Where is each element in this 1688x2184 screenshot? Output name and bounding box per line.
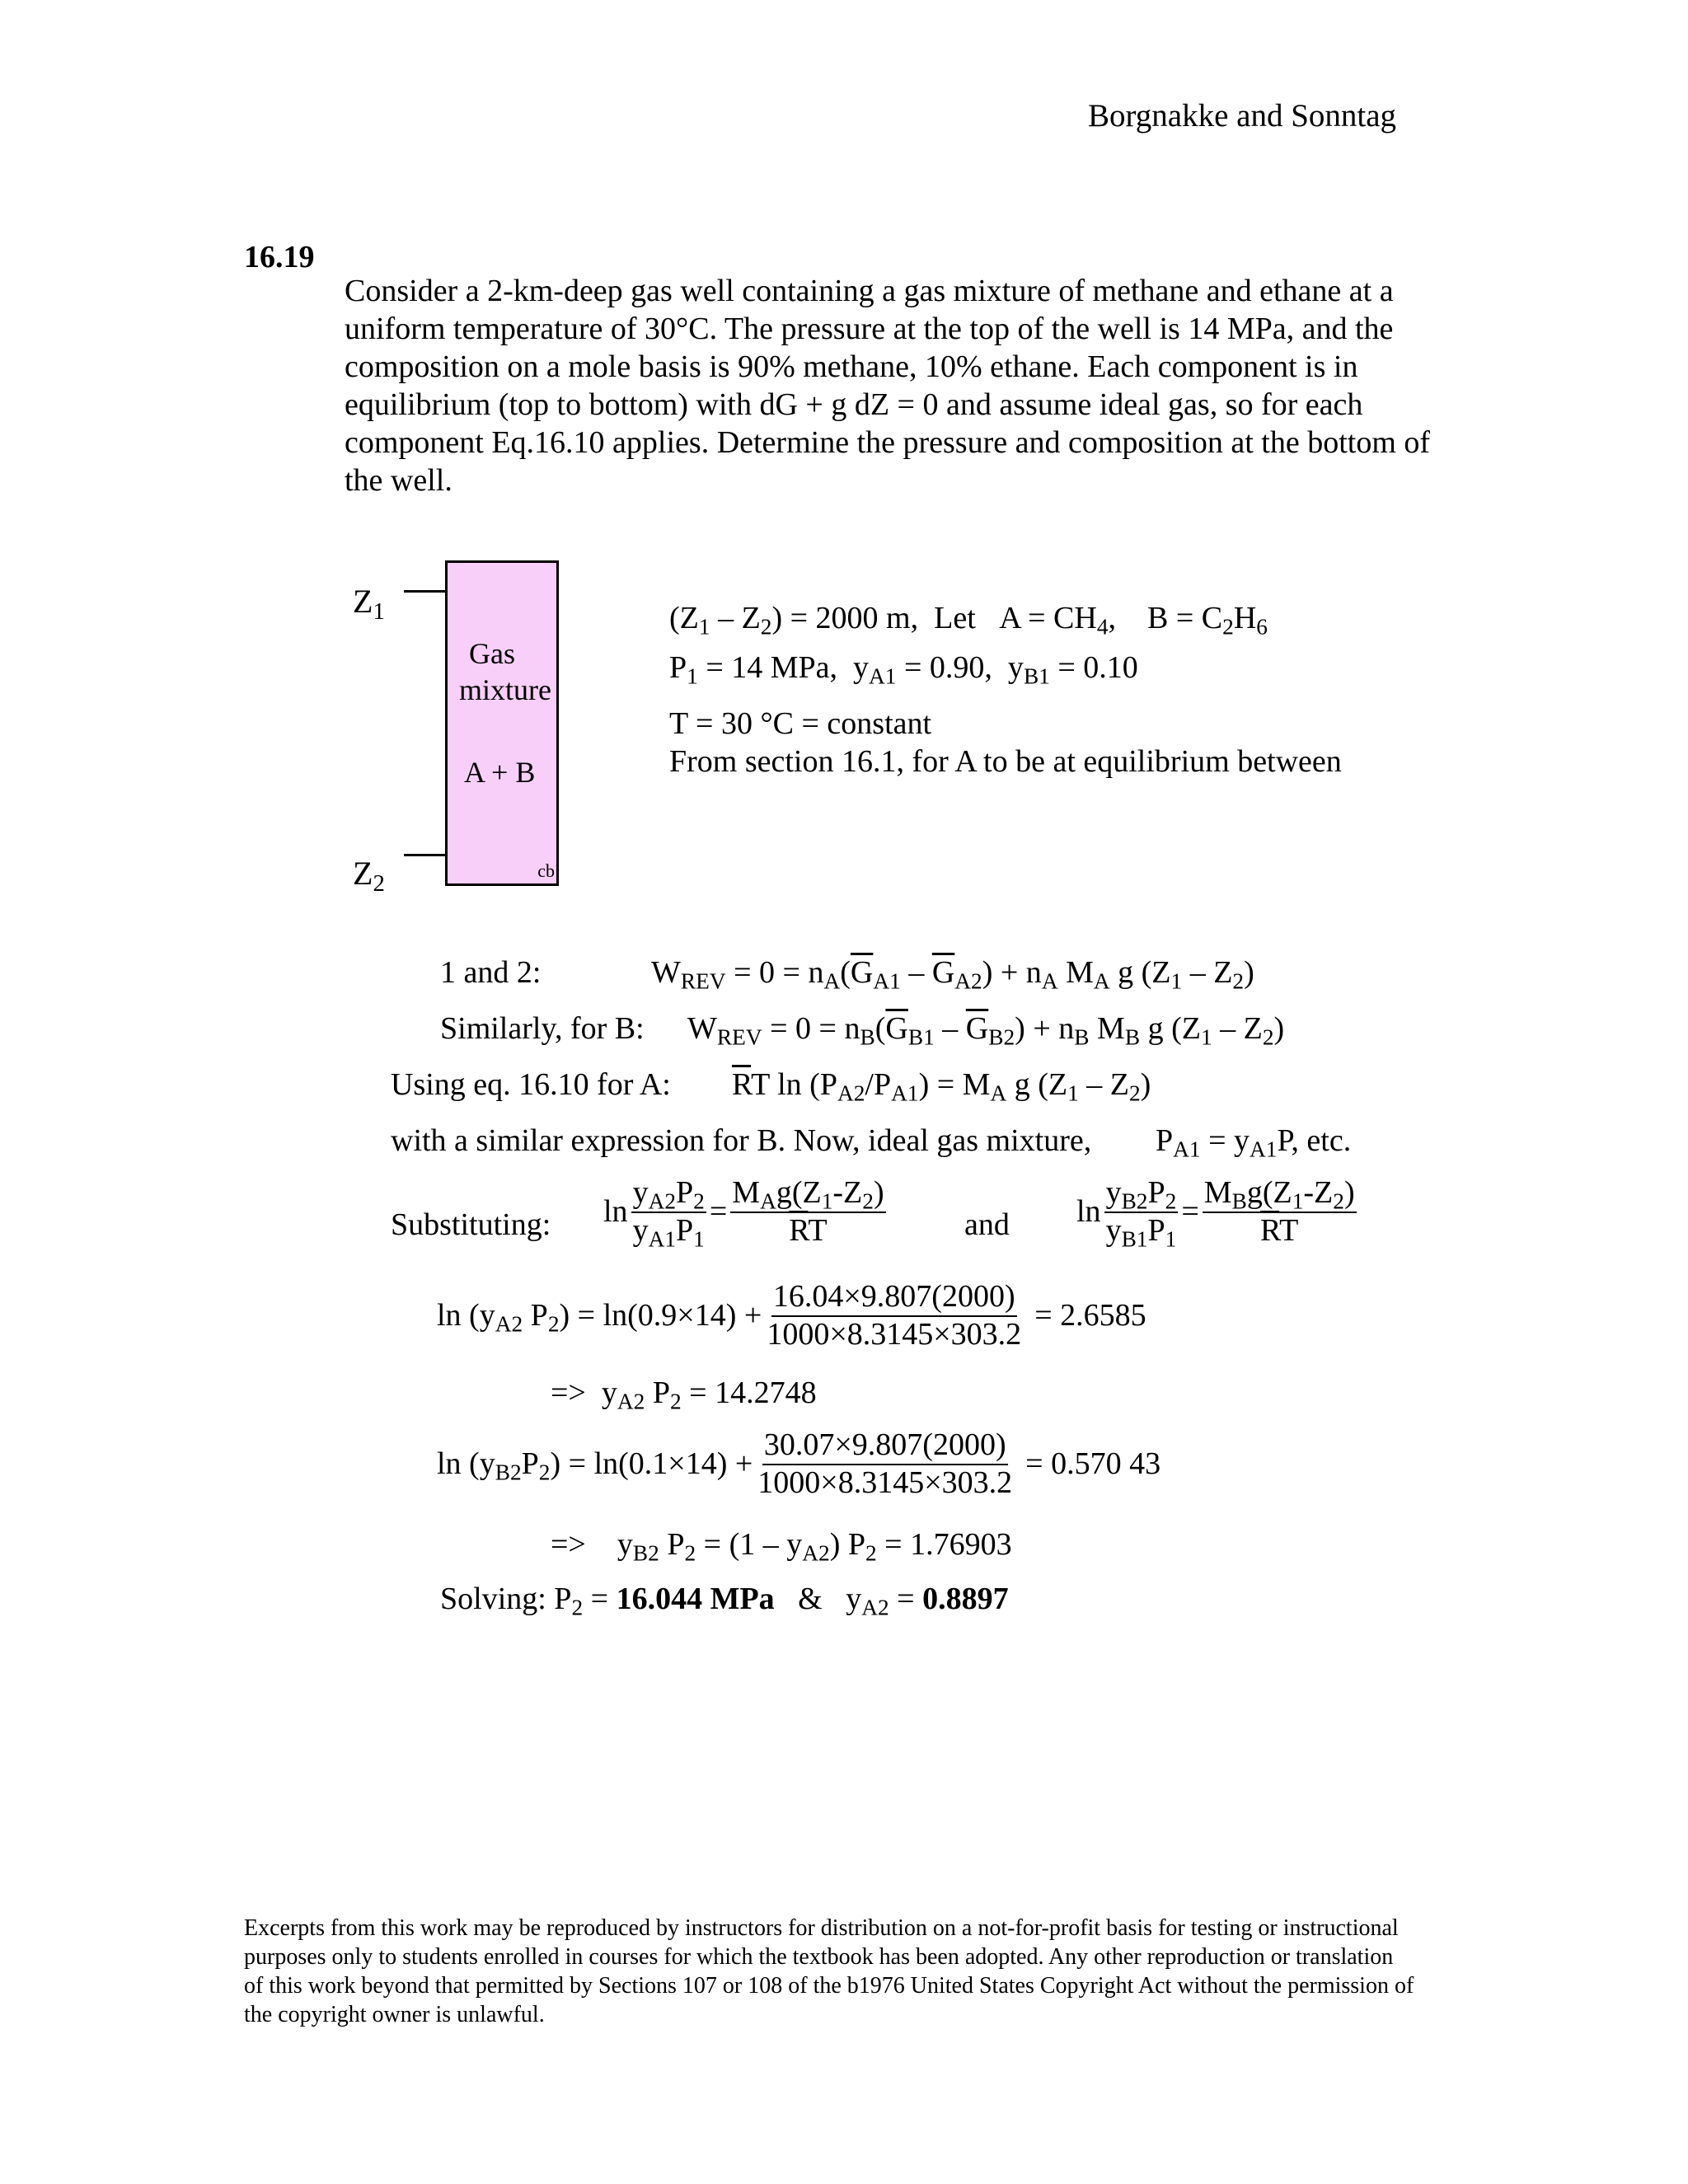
equation-partial-pressure: $P_{A1} = y_{A1}P$, etc. [1156,1123,1352,1162]
result-yb2p2: => $y_{B2}$ $P_2 = (1 - y_{A2}) P_2 = 1.76903$ [551,1527,1012,1566]
box-label-cb: cb [537,860,555,881]
given-line-2: $P_1 = 14$ MPa, $y_{A1} = 0.90$, $y_{B1} = 0.10$ [669,650,1138,689]
z1-label: $Z_1$ [353,583,385,626]
calc-b-denominator: 1000×8.3145×303.2 [757,1465,1013,1500]
box-label-gas: Gas [469,637,515,670]
label-1-and-2: 1 and 2: [440,955,542,990]
label-substituting: Substituting: [391,1207,551,1242]
result-yb2p2-value: = 1.76903 [884,1527,1012,1562]
label-using-eq: Using eq. 16.10 for A: [391,1067,671,1102]
equation-rt-ln: $\overline{R}T$ $\ln (P_{A2}/P_{A1}) = M_A$ g $(Z_1 - Z_2)$ [732,1067,1151,1106]
calc-a-numerator: 16.04×9.807(2000) [771,1281,1017,1317]
box-label-ab: A + B [464,756,536,789]
result-ya2p2-value: = 14.2748 [689,1376,817,1410]
answer-ya2: 0.8897 [922,1582,1009,1616]
problem-statement-text: Consider a 2-km-deep gas well containing a gas mixture of methane and ethane at a uniform temperature of 30°C. The pressure at the top of the well is 14 MPa, and the composition on a mole basis is 90% methane, 10% ethane. Each component is in equilibrium (top to bottom) with dG + g dZ = 0 and assume ideal gas, so for each component Eq.16.10 applies. Determine the pressure and composition at the bottom of the well. [345,274,1431,498]
copyright-footer [244,1914,1414,2029]
box-label-mixture: mixture [459,673,551,706]
result-ya2p2: => $y_{A2}$ $P_2 = 14.2748$ [551,1376,817,1414]
problem-statement [345,272,1432,499]
header-author: Borgnakke and Sonntag [1088,98,1397,134]
equation-wrev-a: $W_{REV} = 0 = n_A(\overline{G}_{A1} - \overline{G}_{A2}) + n_A$ $M_A$ g $(Z_1 - Z_2)$ [651,955,1254,994]
final-answer: Solving: $P_2 = 16.044$ MPa & $y_{A2} = 0.8897$ [440,1582,1009,1620]
z2-label: $Z_2$ [353,855,385,898]
gas-mixture-box [445,560,559,886]
equation-wrev-b: $W_{REV} = 0 = n_B(\overline{G}_{B1} - \overline{G}_{B2}) + n_B$ $M_B$ g $(Z_1 - Z_2)$ [687,1011,1285,1050]
word-and: and [964,1207,1010,1242]
calc-b-numerator: 30.07×9.807(2000) [762,1429,1008,1465]
given-line-1: $(Z_1 - Z_2) = 2000$ m, Let $A = CH_4$, $B = C_2H_6$ [669,601,1268,640]
equation-substitute-a: ln $\frac{y_{A2}P_2}{y_{A1}P_1}$ = $\frac{M_Ag(Z_1-Z_2)}{\overline{R}T}$ [603,1175,884,1252]
equation-substitute-b: ln $\frac{y_{B2}P_2}{y_{B1}P_1}$ = $\frac{M_Bg(Z_1-Z_2)}{\overline{R}T}$ [1076,1175,1355,1252]
calc-ln-yb2p2: $\ln (y_{B2}P_2) = \ln(0.1\times 14)$ + $\frac{30.07\times 9.807(2000)}{1000\times 8.3145\times 303.2}$ = 0.570 43 [437,1427,1161,1500]
answer-p2: 16.044 MPa [616,1582,775,1616]
calc-ln-ya2p2: $\ln (y_{A2}$ $P_2) = \ln(0.9\times 14)$ + $\frac{16.04\times 9.807(2000)}{1000\times 8.3145\times 303.2}$ = 2.6585 [437,1279,1146,1352]
calc-a-result: = 2.6585 [1034,1298,1146,1333]
label-similar-expression: with a similar expression for B. Now, ideal gas mixture, [391,1123,1092,1158]
given-line-4: From section 16.1, for A to be at equilibrium between [669,744,1342,779]
copyright-text: Excerpts from this work may be reproduced by instructors for distribution on a not-for-profit basis for testing or instructional purposes only to students enrolled in courses for which the textbook has been adopted. Any other reproduction or translation of this work beyond that permitted by Sections 107 or 108 of the b1976 United States Copyright Act without the permission of the copyright owner is unlawful. [244,1915,1414,2027]
given-line-3: T = 30 °C = constant [669,706,932,741]
problem-number: 16.19 [244,240,315,274]
label-similarly-b: Similarly, for B: [440,1011,645,1046]
calc-a-denominator: 1000×8.3145×303.2 [767,1316,1022,1352]
calc-b-result: = 0.570 43 [1025,1446,1161,1482]
